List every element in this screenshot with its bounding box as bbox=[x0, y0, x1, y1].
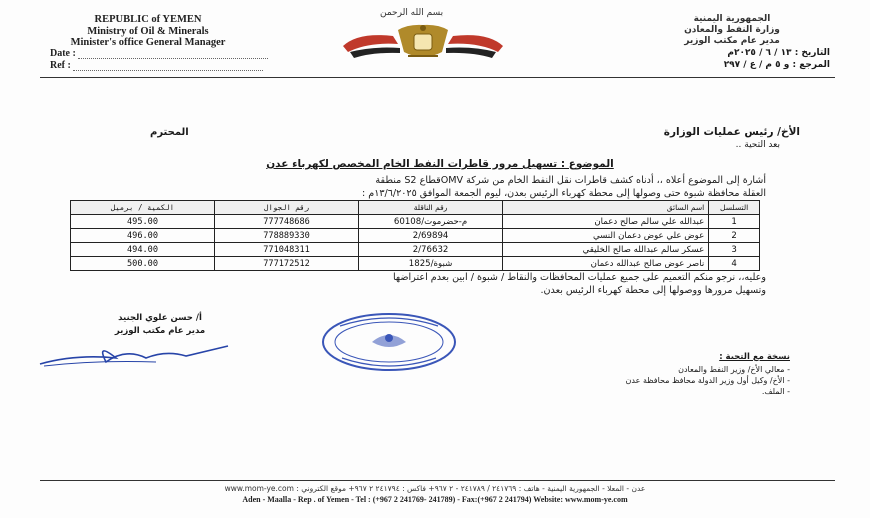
english-letterhead bbox=[38, 14, 258, 49]
header-serial: التسلسل bbox=[709, 201, 760, 215]
cell-truck: 2/69894 bbox=[359, 229, 503, 243]
cell-phone: 771048311 bbox=[215, 243, 359, 257]
cell-driver-name: ناصر عوض صالح عبدالله دعمان bbox=[503, 257, 709, 271]
date-field bbox=[50, 48, 268, 59]
table-row bbox=[71, 243, 760, 257]
cell-serial: 3 bbox=[709, 243, 760, 257]
ar-date: التاريخ : ١٣ / ٦ / ٢٠٢٥م bbox=[727, 48, 830, 58]
body-para1-line1: أشارة إلى الموضوع أعلاه ،، أدناه كشف قاطرات نقل النفط الخام من شركة OMVقطاع S2 منطقة bbox=[375, 175, 766, 186]
cell-truck: 2/76632 bbox=[359, 243, 503, 257]
copy-item: - معالي الأخ/ وزير النفط والمعادن bbox=[678, 365, 790, 374]
handwritten-signature-icon bbox=[36, 340, 231, 368]
arabic-letterhead bbox=[632, 14, 832, 47]
copy-item: - الملف. bbox=[761, 387, 790, 396]
cell-serial: 2 bbox=[709, 229, 760, 243]
addressee-line: الأخ/ رئيس عمليات الوزارة bbox=[663, 126, 800, 138]
body-para2-line2: وتسهيل مرورها ووصولها إلى محطة كهرباء الرئيس بعدن. bbox=[540, 285, 766, 296]
cell-qty: 495.00 bbox=[71, 215, 215, 229]
header-driver-name: اسم السائق bbox=[503, 201, 709, 215]
ar-ref: المرجع : و ٥ م / ع / ٢٩٧ bbox=[723, 60, 830, 70]
body-para2-line1: وعليه،، نرجو منكم التعميم على جميع عمليات المحافظات والنقاط / شبوة / ابين بعدم اعتراضها bbox=[393, 272, 766, 283]
date-dots bbox=[78, 50, 268, 59]
cell-truck: 1825/شبوة bbox=[359, 257, 503, 271]
greeting-line: بعد التحية .. bbox=[735, 140, 780, 150]
cell-driver-name: عبدالله علي سالم صالح دعمان bbox=[503, 215, 709, 229]
basmala: بسم الله الرحمن bbox=[380, 8, 444, 18]
republic-line: REPUBLIC of YEMEN bbox=[94, 14, 202, 25]
cell-phone: 778889330 bbox=[215, 229, 359, 243]
date-label: Date : bbox=[50, 48, 76, 59]
cell-qty: 500.00 bbox=[71, 257, 215, 271]
body-para1-line2: العقلة محافظة شبوة حتى وصولها إلى محطة كهرباء الرئيس بعدن، ليوم الجمعة الموافق ١٣/٦/٢٠٢٥م : bbox=[361, 188, 766, 199]
table-row bbox=[71, 215, 760, 229]
ar-republic-line: الجمهورية اليمنية bbox=[693, 14, 771, 24]
cell-qty: 496.00 bbox=[71, 229, 215, 243]
cell-qty: 494.00 bbox=[71, 243, 215, 257]
ar-office-line: مدير عام مكتب الوزير bbox=[684, 36, 780, 46]
copies-title: نسخة مع التحية : bbox=[719, 352, 790, 362]
signatory-name: أ/ حسن علوي الجنيد bbox=[118, 313, 202, 323]
table-header-row bbox=[71, 201, 760, 215]
table-row bbox=[71, 229, 760, 243]
copy-item: - الأخ/ وكيل أول وزير الدولة محافظ محافظة عدن bbox=[625, 376, 790, 385]
subject-line: الموضوع : تسهيل مرور قاطرات النفط الخام المخصص لكهرباء عدن bbox=[266, 158, 614, 170]
ministry-line: Ministry of Oil & Minerals bbox=[87, 25, 209, 37]
cell-serial: 4 bbox=[709, 257, 760, 271]
yemen-emblem-icon bbox=[338, 22, 508, 64]
cell-driver-name: عسكر سالم عبدالله صالح الخليقي bbox=[503, 243, 709, 257]
ref-field bbox=[50, 60, 263, 71]
cell-truck: 60108/م-حضرموت bbox=[359, 215, 503, 229]
ar-ministry-line: وزارة النفط والمعادن bbox=[684, 25, 780, 35]
cell-phone: 777172512 bbox=[215, 257, 359, 271]
header-phone: رقم الجوال bbox=[215, 201, 359, 215]
tanker-table bbox=[70, 200, 760, 271]
signatory-title: مدير عام مكتب الوزير bbox=[114, 326, 206, 336]
header-divider bbox=[40, 77, 835, 78]
table-row bbox=[71, 257, 760, 271]
footer-divider bbox=[40, 480, 835, 481]
footer-english: Aden - Maalla - Rep . of Yemen - Tel : (+967 2 241769- 241789) - Fax:(+967 2 241794) Website: www.mom-ye.com bbox=[242, 495, 628, 504]
official-stamp-icon bbox=[320, 312, 458, 372]
cell-serial: 1 bbox=[709, 215, 760, 229]
ref-dots bbox=[73, 62, 263, 71]
header-truck: رقم الناقلة bbox=[359, 201, 503, 215]
honorific-label: المحترم bbox=[150, 127, 189, 138]
header-qty: الكمية / برميل bbox=[71, 201, 215, 215]
cell-phone: 777748686 bbox=[215, 215, 359, 229]
office-line: Minister's office General Manager bbox=[70, 37, 226, 48]
ref-label: Ref : bbox=[50, 60, 71, 71]
cell-driver-name: عوض علي عوض دعمان النسي bbox=[503, 229, 709, 243]
footer-arabic: عدن - المعلا - الجمهورية اليمنية - هاتف : ٢٤١٧٦٩ / ٢٤١٧٨٩ - ٢ ٩٦٧+ فاكس : ٢٤١٧٩٤ ٢ ٩٦٧+ موقع الكتروني : www.mom-ye.com bbox=[224, 484, 646, 493]
